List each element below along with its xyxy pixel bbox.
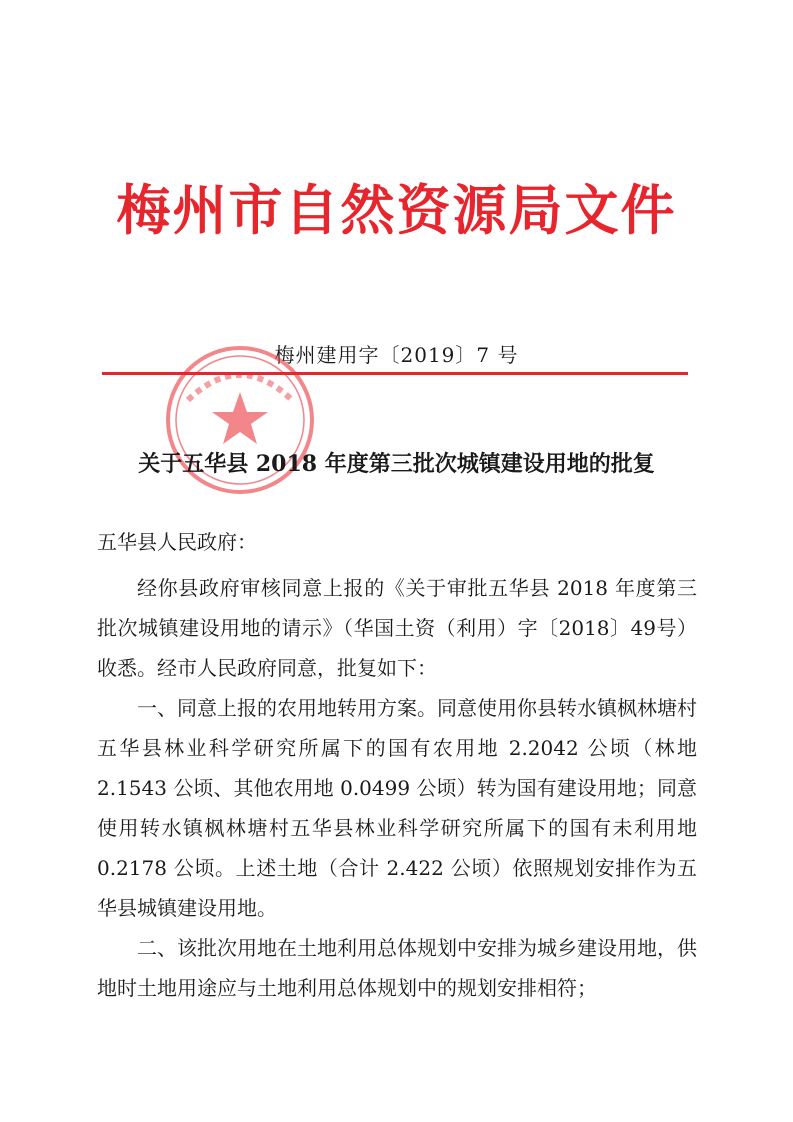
document-title: 关于五华县 2018 年度第三批次城镇建设用地的批复: [138, 451, 655, 477]
addressee: 五华县人民政府：: [97, 530, 257, 554]
document-number: 梅州建用字〔2019〕7 号: [274, 343, 519, 367]
paragraph-item-1: 一、同意上报的农用地转用方案。同意使用你县转水镇枫林塘村五华县林业科学研究所属下的国有农用地 2.2042 公顷（林地 2.1543 公顷、其他农用地 0.0499 公顷）转为国有建设用地；同意使用转水镇枫林塘村五华县林业科学研究所属下的国有未利用地 0.2178 公顷。上述土地（合计 2.422 公顷）依照规划安排作为五华县城镇建设用地。: [97, 696, 697, 920]
issuer-title: 梅州市自然资源局文件: [116, 179, 677, 242]
paragraph-item-2: 二、该批次用地在土地利用总体规划中安排为城乡建设用地，供地时土地用途应与土地利用总体规划中的规划安排相符；: [97, 936, 697, 1000]
document-body: [97, 522, 697, 1008]
paragraph-intro: 经你县政府审核同意上报的《关于审批五华县 2018 年度第三批次城镇建设用地的请示》（华国土资（利用）字〔2018〕49号）收悉。经市人民政府同意，批复如下：: [97, 576, 697, 680]
